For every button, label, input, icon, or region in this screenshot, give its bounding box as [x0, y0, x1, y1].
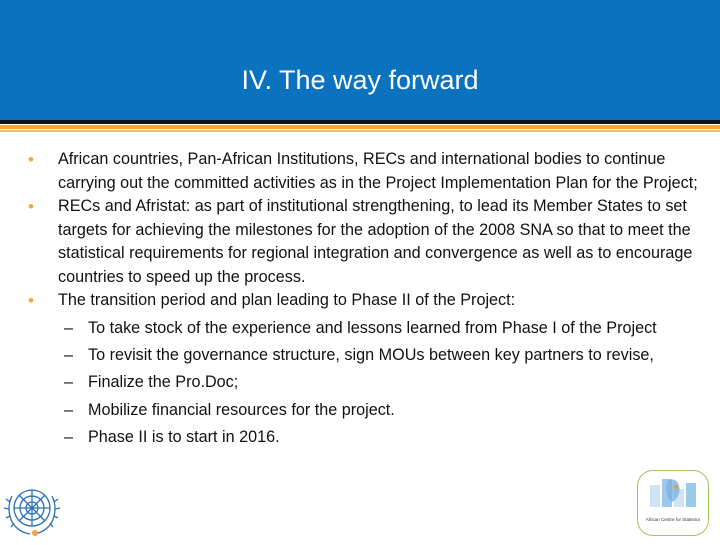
sub-bullet-text: Finalize the Pro.Doc;: [88, 373, 239, 392]
bullet-text: RECs and Afristat: as part of institutional strengthening, to lead its Member States to set targets for achieving the milestones for the adoption of the 2008 SNA so that to meet the statistical requirements for regional integration and convergence as well as to encourage countries to speed up the process.: [58, 197, 693, 286]
sub-bullet-item: [0, 369, 720, 396]
sub-bullet-item: [0, 424, 720, 451]
sub-bullet-text: Mobilize financial resources for the project.: [88, 400, 395, 419]
bullet-text: African countries, Pan-African Institutions, RECs and international bodies to continue carrying out the committed activities as in the Project Implementation Plan for the Project;: [58, 150, 698, 192]
sub-bullet-text: To take stock of the experience and lessons learned from Phase I of the Project: [88, 318, 657, 337]
bullet-item: [0, 148, 720, 195]
bullet-icon: •: [28, 291, 34, 310]
sub-bullet-text: Phase II is to start in 2016.: [88, 428, 280, 447]
bullet-text: The transition period and plan leading to Phase II of the Project:: [58, 291, 516, 309]
bullet-icon: •: [28, 197, 34, 216]
sub-bullet-item: [0, 397, 720, 424]
accent-dot: [32, 530, 38, 536]
bullet-icon: •: [28, 150, 34, 169]
divider-black: [0, 120, 720, 124]
dash-icon: –: [64, 400, 74, 419]
bullet-item: [0, 289, 720, 313]
slide-title: IV. The way forward: [241, 65, 479, 95]
divider-gold: [0, 125, 720, 129]
divider-gold-thin: [0, 130, 720, 132]
slide-body: [0, 148, 720, 452]
african-centre-for-statistics-logo: [637, 470, 709, 536]
dash-icon: –: [64, 373, 74, 392]
sub-bullet-item: [0, 342, 720, 369]
afristat-caption: African Centre for Statistics: [645, 517, 701, 522]
dash-icon: –: [64, 345, 74, 364]
bullet-item: [0, 195, 720, 289]
dash-icon: –: [64, 318, 74, 337]
header-bar: [0, 0, 720, 120]
sub-bullet-item: [0, 315, 720, 342]
sub-bullet-text: To revisit the governance structure, sign MOUs between key partners to revise,: [88, 345, 654, 364]
dash-icon: –: [64, 428, 74, 447]
